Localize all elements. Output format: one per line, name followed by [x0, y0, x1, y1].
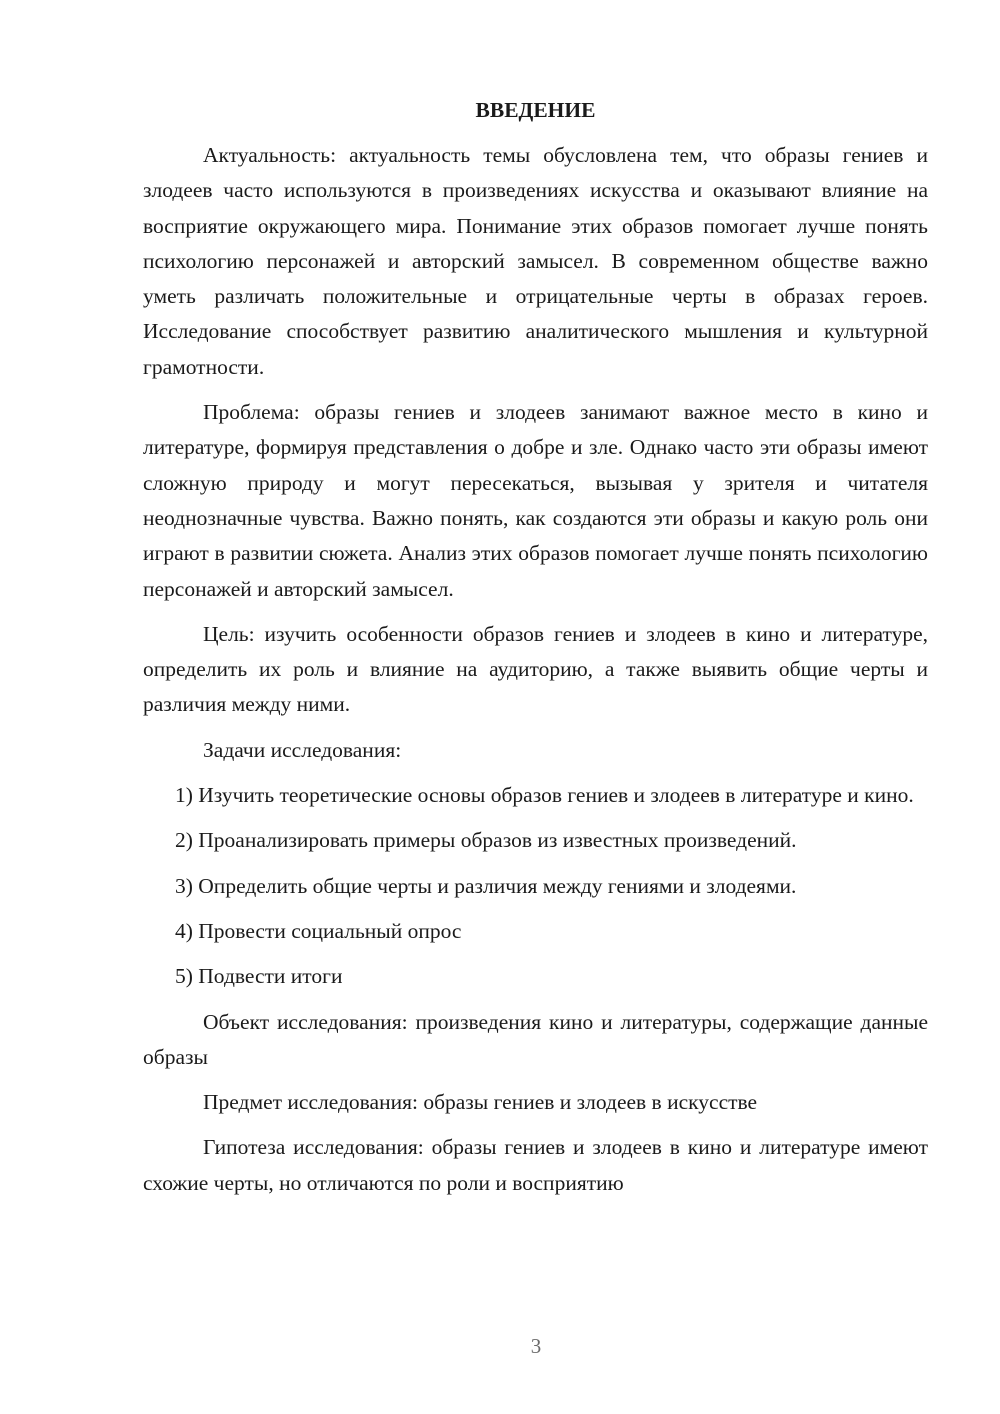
task-item-1: 1) Изучить теоретические основы образов гениев и злодеев в литературе и кино. — [175, 783, 914, 808]
task-item-5: 5) Подвести итоги — [175, 964, 343, 989]
paragraph-subject: Предмет исследования: образы гениев и злодеев в искусстве — [203, 1090, 758, 1115]
paragraph-hypothesis: Гипотеза исследования: образы гениев и злодеев в кино и литературе имеют схожие черты, но отличаются по роли и восприятию — [143, 1135, 928, 1195]
task-item-2: 2) Проанализировать примеры образов из известных произведений. — [175, 828, 797, 853]
page-title: ВВЕДЕНИЕ — [475, 98, 596, 122]
paragraph-object: Объект исследования: произведения кино и литературы, содержащие данные образы — [143, 1009, 928, 1069]
tasks-heading: Задачи исследования: — [203, 737, 402, 762]
page-number: 3 — [530, 1334, 542, 1358]
paragraph-problem: Проблема: образы гениев и злодеев занимают важное место в кино и литературе, формируя представления о добре и зле. Однако часто эти образы имеют сложную природу и могут пересекаться, вызывая у зрителя и читателя неоднозначные чувства. Важно понять, как создаются эти образы и какую роль они играют в развитии сюжета. Анализ этих образов помогает лучше понять психологию персонажей и авторский замысел. — [143, 400, 928, 601]
document-page — [143, 93, 928, 1211]
task-item-3: 3) Определить общие черты и различия между гениями и злодеями. — [175, 873, 797, 898]
paragraph-goal: Цель: изучить особенности образов гениев и злодеев в кино и литературе, определить их роль и влияние на аудиторию, а также выявить общие черты и различия между ними. — [143, 621, 928, 717]
task-item-4: 4) Провести социальный опрос — [175, 918, 462, 943]
paragraph-relevance: Актуальность: актуальность темы обусловлена тем, что образы гениев и злодеев часто используются в произведениях искусства и оказывают влияние на восприятие окружающего мира. Понимание этих образов помогает лучше понять психологию персонажей и авторский замысел. В современном обществе важно уметь различать положительные и отрицательные черты в образах героев. Исследование способствует развитию аналитического мышления и культурной грамотности. — [143, 143, 928, 379]
